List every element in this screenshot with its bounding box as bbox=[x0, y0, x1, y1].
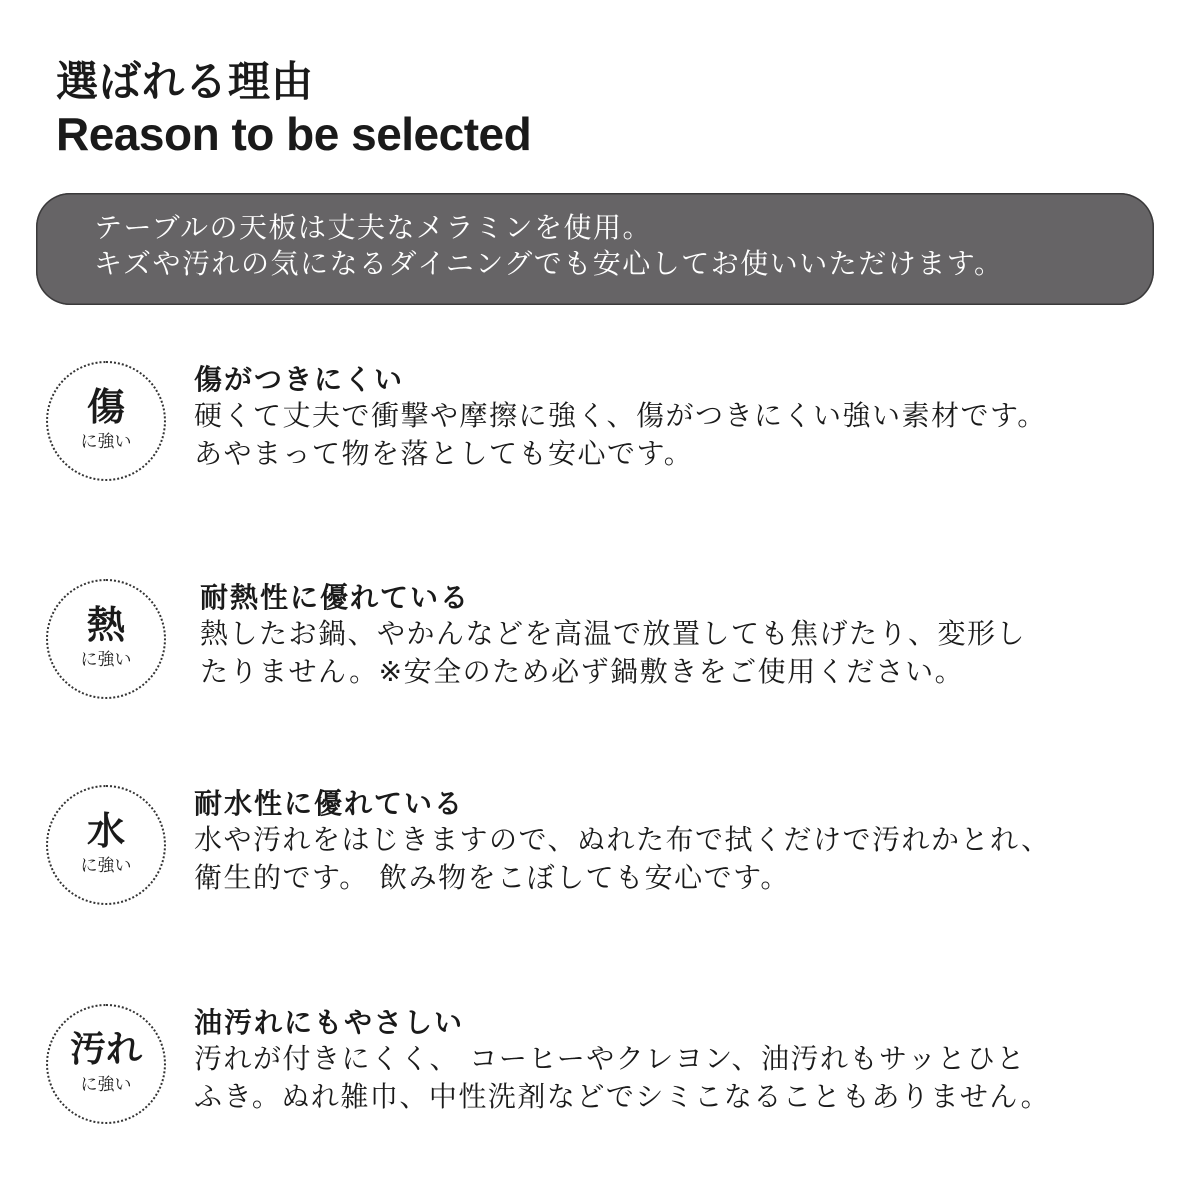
feature-heading: 耐熱性に優れている bbox=[200, 581, 471, 614]
feature-badge-sub: に強い bbox=[80, 1075, 132, 1095]
feature-badge-sub: に強い bbox=[80, 856, 132, 876]
feature-stain-resistant bbox=[46, 1004, 1166, 1129]
feature-description-line-1: 汚れが付きにくく、 コーヒーやクレヨン、油汚れもサッとひと bbox=[194, 1042, 1026, 1075]
feature-heading: 油汚れにもやさしい bbox=[194, 1006, 465, 1039]
intro-banner-line-1: テーブルの天板は丈夫なメラミンを使用。 bbox=[94, 211, 652, 244]
feature-description-line-1: 熱したお鍋、やかんなどを高温で放置しても焦げたり、変形し bbox=[200, 617, 1027, 650]
feature-badge bbox=[46, 1004, 166, 1124]
feature-description bbox=[194, 821, 1051, 897]
feature-heading: 傷がつきにくい bbox=[194, 363, 405, 396]
feature-heading: 耐水性に優れている bbox=[194, 787, 465, 820]
feature-scratch-resistant bbox=[46, 361, 1166, 486]
feature-badge bbox=[46, 785, 166, 905]
feature-description bbox=[194, 397, 1047, 473]
feature-description-line-1: 硬くて丈夫で衝撃や摩擦に強く、傷がつきにくい強い素材です。 bbox=[194, 399, 1047, 432]
feature-badge-main: 傷 bbox=[86, 385, 125, 429]
page-title-jp: 選ばれる理由 bbox=[56, 57, 315, 106]
feature-description-line-2: たりません。※安全のため必ず鍋敷きをご使用ください。 bbox=[200, 655, 965, 688]
feature-description-line-1: 水や汚れをはじきますので、ぬれた布で拭くだけで汚れかとれ、 bbox=[194, 823, 1051, 856]
intro-banner bbox=[36, 193, 1154, 305]
feature-description bbox=[200, 615, 1026, 691]
feature-badge bbox=[46, 579, 166, 699]
feature-badge-sub: に強い bbox=[80, 432, 132, 452]
feature-badge-sub: に強い bbox=[80, 650, 132, 670]
feature-description-line-2: 衛生的です。 飲み物をこぼしても安心です。 bbox=[194, 861, 790, 894]
feature-description-line-2: あやまって物を落としても安心です。 bbox=[194, 437, 694, 470]
feature-description bbox=[194, 1040, 1050, 1116]
feature-badge bbox=[46, 361, 166, 481]
feature-description-line-2: ふき。ぬれ雑巾、中性洗剤などでシミこなることもありません。 bbox=[194, 1080, 1051, 1113]
feature-water-resistant bbox=[46, 785, 1166, 910]
intro-banner-line-2: キズや汚れの気になるダイニングでも安心してお使いいただけます。 bbox=[94, 247, 1004, 280]
feature-badge-main: 水 bbox=[86, 809, 125, 853]
page-title-en: Reason to be selected bbox=[56, 108, 532, 160]
feature-badge-main: 汚れ bbox=[69, 1029, 142, 1070]
feature-heat-resistant bbox=[46, 579, 1166, 704]
feature-badge-main: 熱 bbox=[86, 603, 125, 647]
